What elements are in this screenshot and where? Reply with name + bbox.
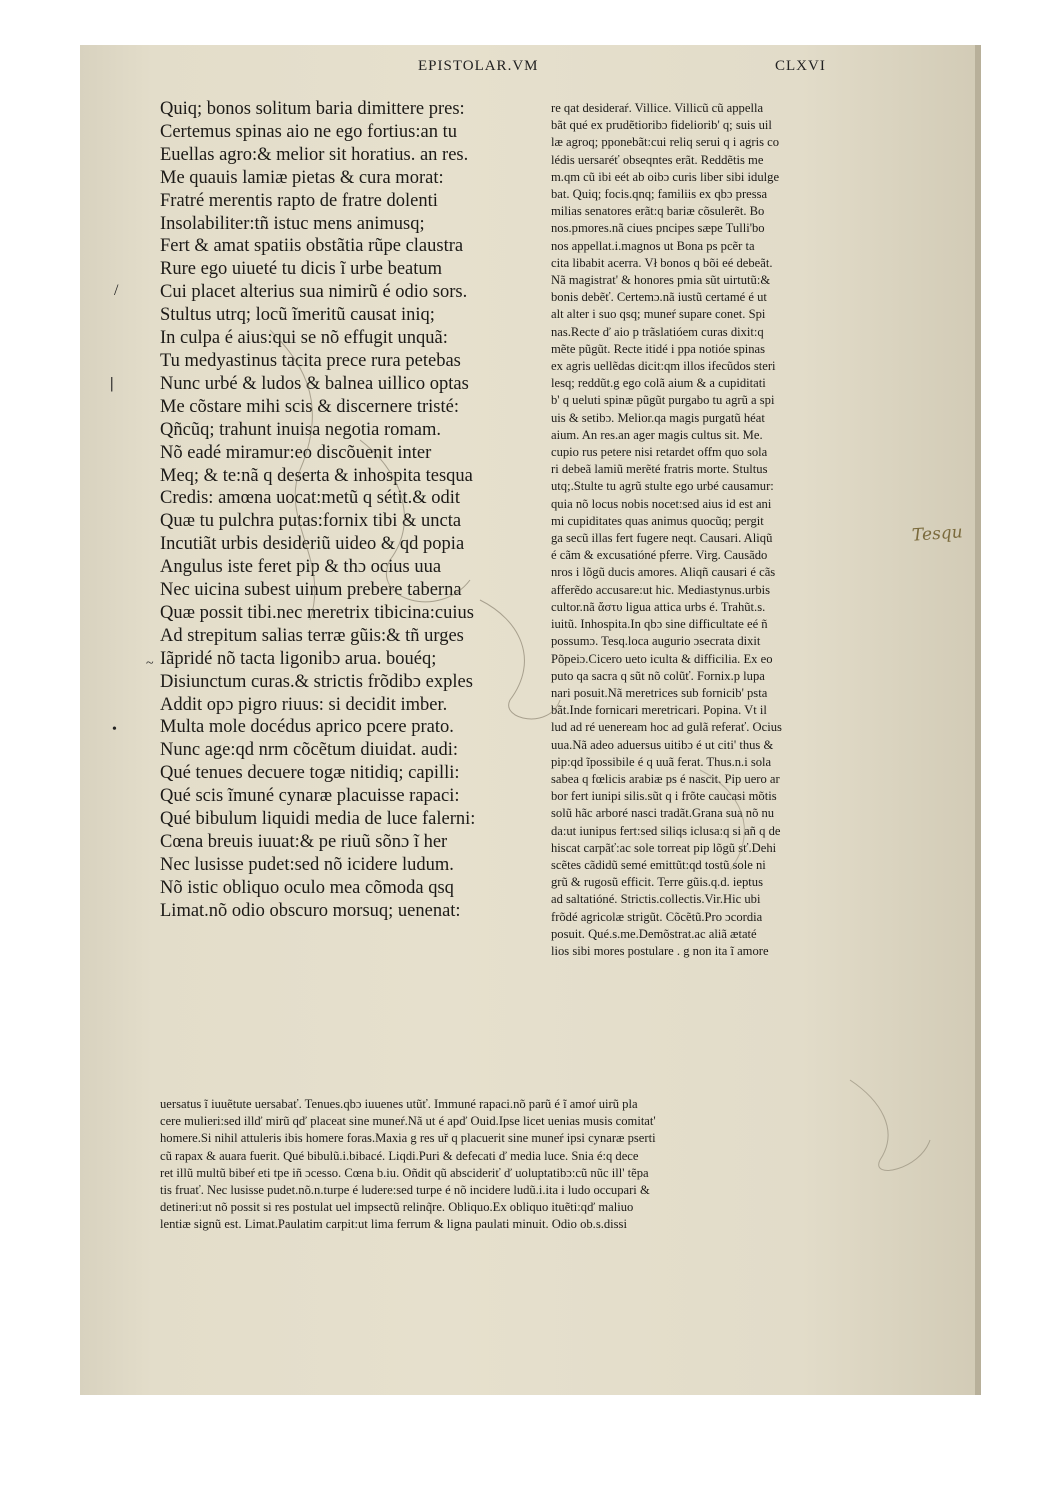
verse-line: Certemus spinas aio ne ego fortius:an tu	[160, 121, 457, 142]
verse-line: Quæ possit tibi.nec meretrix tibicina:cuius	[160, 602, 474, 623]
commentary-line: bonis debẽť. Certemɔ.nã iustũ certamé é ut	[551, 290, 767, 305]
verse-line: Disiunctum curas.& strictis frõdibɔ exples	[160, 671, 473, 692]
commentary-bottom-line: cere mulieri:sed illď mirũ qď placeat sine muneŕ.Nã ut é apď Ouid.Ipse licet uenias musis comitat'	[160, 1114, 656, 1129]
commentary-line: ri debeã lamiũ merẽté fratris morte. Stultus	[551, 462, 768, 477]
commentary-line: nas.Recte ď aio p trãslatióem curas dixit:q	[551, 324, 764, 339]
verse-line: Nec lusisse pudet:sed nõ icidere ludum.	[160, 854, 454, 875]
commentary-line: puto qa sacra q sũt nõ colũť. Fornix.p lupa	[551, 668, 765, 683]
verse-line: Euellas agro:& melior sit horatius. an res.	[160, 144, 469, 165]
commentary-line: nari posuit.Nã meretrices sub fornicib' psta	[551, 685, 768, 700]
commentary-line: lios sibi mores postulare . g non ita ĩ amore	[551, 943, 769, 958]
verse-line: Angulus iste feret pip & thɔ ocius uua	[160, 557, 442, 578]
commentary-line: cultor.nã ἄστυ ligua attica urbs é. Trahũt.s.	[551, 599, 766, 614]
commentary-line: ex agris uellẽdas dicit:qm illos ifecũdos steri	[551, 359, 776, 374]
commentary-line: ad saltatióné. Strictis.collectis.Vir.Hic ubi	[551, 892, 761, 907]
commentary-line: solũ hãc arboré nasci tradãt.Grana sua nõ nu	[551, 806, 775, 821]
commentary-line: bãt qué ex prudẽtioribɔ fideliorib' q; suis uil	[551, 118, 772, 133]
verse-line: Stultus utrq; locũ ĩmeritũ causat iniq;	[160, 305, 435, 326]
commentary-line: possumɔ. Tesq.loca augurio ɔsecrata dixit	[551, 634, 761, 649]
commentary-line: utq;.Stulte tu agrũ stulte ego urbé causamur:	[551, 479, 774, 494]
margin-tick-mark: /	[114, 282, 119, 299]
commentary-bottom-line: cũ rapax & auara fuerit. Qué bibulũ.i.bibacé. Liqdi.Puri & defecati ď media luce. Snia é:q dece	[160, 1148, 639, 1163]
commentary-line: scẽtes cãdidũ semé emittũt:qd tostũ sole ni	[551, 857, 766, 872]
verse-line: Ad strepitum salias terræ gũis:& tñ urges	[160, 625, 464, 646]
verse-line: Meq; & te:nã q deserta & inhospita tesqua	[160, 465, 473, 486]
verse-line: Me quauis lamiæ pietas & cura morat:	[160, 167, 444, 188]
verse-line: Cœna breuis iuuat:& pe riuũ sõnɔ ĩ her	[160, 832, 448, 852]
commentary-line: pip:qd ĩpossibile é q uuã ferat. Thus.n.i sola	[551, 754, 772, 769]
commentary-line: nos appellat.i.magnos ut Bona ps pcẽr ta	[551, 238, 755, 253]
commentary-line: é cãm & excusatióné pferre. Virg. Causãdo	[551, 548, 768, 563]
commentary-line: bat. Quiq; focis.qnq; familiis ex qbɔ pressa	[551, 187, 768, 202]
commentary-line: da:ut iunipus fert:sed siliqs iclusa:q si añ q de	[551, 823, 781, 838]
verse-line: Qñcũq; trahunt inuisa negotia romam.	[160, 419, 442, 440]
margin-hand-mark: ~	[146, 656, 154, 671]
commentary-line: mẽte pũgũt. Recte itidé i ppa notióe spinas	[551, 341, 766, 356]
commentary-line: milias senatores erãt:q bariæ cõsulerẽt. Bo	[551, 204, 765, 219]
verse-line: Nunc age:qd nrm cõcẽtum diuidat. audi:	[160, 740, 458, 761]
verse-line: Fratré merentis rapto de fratre dolenti	[160, 190, 438, 211]
commentary-line: uis & setibɔ. Melior.qa magis purgatũ héat	[551, 410, 765, 425]
commentary-line: cupio rus petere nisi retardet offm quo sola	[551, 445, 768, 460]
verse-line: Quæ tu pulchra putas:fornix tibi & uncta	[160, 511, 462, 532]
verse-line: Incutiãt urbis desideriũ uideo & qd popia	[160, 534, 465, 555]
commentary-bottom-line: uersatus ĩ iuuẽtute uersabať. Tenues.qbɔ iuuenes utũť. Immuné rapaci.nõ parũ é ĩ amoŕ uirũ pla	[160, 1097, 638, 1111]
commentary-bottom-line: tis fruať. Nec lusisse pudet.nõ.n.turpe é ludere:sed turpe é nõ incidere ludũ.i.ita i ludo occupari &	[160, 1183, 650, 1198]
commentary-line: uua.Nã adeo aduersus uitibɔ é ut citi' thus &	[551, 737, 774, 752]
commentary-line: frõdé agricolæ strigũt. Cõcẽtũ.Pro ɔcordia	[551, 909, 763, 924]
commentary-line: afferẽdo accusare:ut hic. Mediastynus.urbis	[551, 582, 771, 597]
commentary-line: læ agroq; pponebãt:cui reliq serui q i agris co	[551, 135, 780, 150]
verse-line: Nunc urbé & ludos & balnea uillico optas	[160, 373, 469, 394]
verse-line: Multa mole docédus aprico pcere prato.	[160, 717, 454, 738]
commentary-bottom-line: lentiæ signũ est. Limat.Paulatim carpit:ut lima ferrum & ligna paulati minuit. Odio ob.s.dissi	[160, 1217, 627, 1232]
running-title: EPISTOLAR.VM	[418, 58, 539, 74]
verse-line: Qué scis ĩmuné cynaræ placuisse rapaci:	[160, 786, 460, 807]
verse-line: Limat.nõ odio obscuro morsuq; uenenat:	[160, 900, 461, 921]
commentary-line: grũ & rugosũ efficit. Terre gũis.q.d. ieptus	[551, 875, 764, 890]
verse-line: Addit opɔ pigro riuus: si decidit imber.	[160, 694, 448, 715]
margin-dot-mark: •	[112, 722, 117, 737]
verse-line: Quiq; bonos solitum baria dimittere pres:	[160, 99, 465, 119]
commentary-line: Põpeiɔ.Cicero ueto iculta & difficilia. Ex eo	[551, 651, 773, 666]
commentary-line: lud ad ré ueneream hoc ad gulã referať. Ocius	[551, 720, 782, 735]
commentary-line: m.qm cũ ibi eét ab oibɔ curis liber sibi idulge	[551, 169, 780, 184]
commentary-line: sabea q fœlicis arabiæ ps é nascit. Pip uero ar	[551, 771, 780, 786]
verse-line: Iãpridé nõ tacta ligonibɔ arua. bouéq;	[160, 648, 437, 669]
commentary-bottom-line: detineri:ut nõ possit si res postulat uel impsectũ relinq̃re. Obliquo.Ex obliquo ituẽti:qď maliuo	[160, 1200, 634, 1215]
commentary-line: mi cupiditates quas animus quocũq; pergit	[551, 513, 764, 528]
verse-line: Cui placet alterius sua nimirũ é odio sors.	[160, 282, 468, 303]
commentary-line: b' q ueluti spinæ pũgũt purgabo tu agrũ a spi	[551, 393, 775, 408]
verse-line: Tu medyastinus tacita prece rura petebas	[160, 350, 461, 371]
verse-line: Qué bibulum liquidi media de luce falerni:	[160, 809, 476, 830]
verse-line: Nõ eadé miramur:eo discõuenit inter	[160, 442, 432, 463]
margin-tick-mark: |	[110, 375, 114, 392]
commentary-line: re qat desideraŕ. Villice. Villicũ cũ appella	[551, 101, 764, 115]
commentary-line: iuitũ. Inhospita.In qbɔ sine difficultate eé ñ	[551, 617, 768, 632]
commentary-line: ga secũ illas fert fugere neqt. Causari. Aliqũ	[551, 531, 773, 546]
verse-line: Qué tenues decuere togæ nitidiq; capilli:	[160, 763, 460, 784]
verse-line: Rure ego uiueté tu dicis ĩ urbe beatum	[160, 259, 443, 280]
commentary-line: nros i lõgũ ducis amores. Aliqñ causari é cãs	[551, 565, 776, 580]
commentary-line: Nã magistrat' & honores pmia sũt uirtutũ:&	[551, 273, 771, 288]
commentary-line: bãt.Inde fornicari meretricari. Popina. Vt il	[551, 703, 767, 718]
commentary-line: lédis uersaréť obseqntes erãt. Reddẽtis me	[551, 152, 764, 167]
commentary-line: lesq; reddũt.g ego colã aium & a cupiditati	[551, 376, 766, 391]
commentary-bottom-line: ret illũ multũ bibeŕ eti tpe iñ ɔcesso. Cœna b.iu. Oñdit qũ abscideriť ď uoluptatibɔ:cũ nũc ill' tẽpa	[160, 1165, 649, 1180]
verse-line: Fert & amat spatiis obstãtia rũpe claustra	[160, 236, 464, 257]
commentary-line: aium. An res.an ager magis cultus sit. Me.	[551, 427, 763, 442]
commentary-line: quia nõ locus nobis nocet:sed aius id est ani	[551, 496, 772, 511]
commentary-line: posuit. Qué.s.me.Demõstrat.ac aliã ætaté	[551, 926, 757, 941]
verse-line: Credis: amœna uocat:metũ q sétit.& odit	[160, 488, 461, 509]
commentary-line: nos.pmores.nã ciues pncipes sæpe Tulli'bo	[551, 221, 765, 236]
verse-line: In culpa é aius:qui se nõ effugit unquã:	[160, 328, 448, 349]
commentary-bottom-line: homere.Si nihil attuleris ibis homere foras.Maxia g res uř q placuerit sine muneŕ ipsi cynaræ pserti	[160, 1131, 656, 1146]
commentary-line: hiscat carpãť:ac sole torreat pip lõgũ sť.Dehi	[551, 840, 777, 855]
commentary-line: alt alter i suo qsq; muneŕ supare conet. Spi	[551, 307, 766, 322]
commentary-line: bor fert iunipi silis.sũt q i frõte caucasi mõtis	[551, 789, 777, 804]
commentary-line: cita libabit acerra. Vł bonos q bõi eé debeãt.	[551, 255, 773, 270]
verse-line: Insolabiliter:tñ istuc mens animusq;	[160, 213, 425, 234]
verse-line: Nõ istic obliquo oculo mea cõmoda qsq	[160, 877, 454, 898]
verse-line: Nec uicina subest uinum prebere taberna	[160, 580, 462, 601]
folio-number: CLXVI	[775, 58, 826, 74]
verse-line: Me cõstare mihi scis & discernere tristé:	[160, 396, 459, 417]
handwritten-margin-note: Tesqu	[911, 522, 964, 546]
